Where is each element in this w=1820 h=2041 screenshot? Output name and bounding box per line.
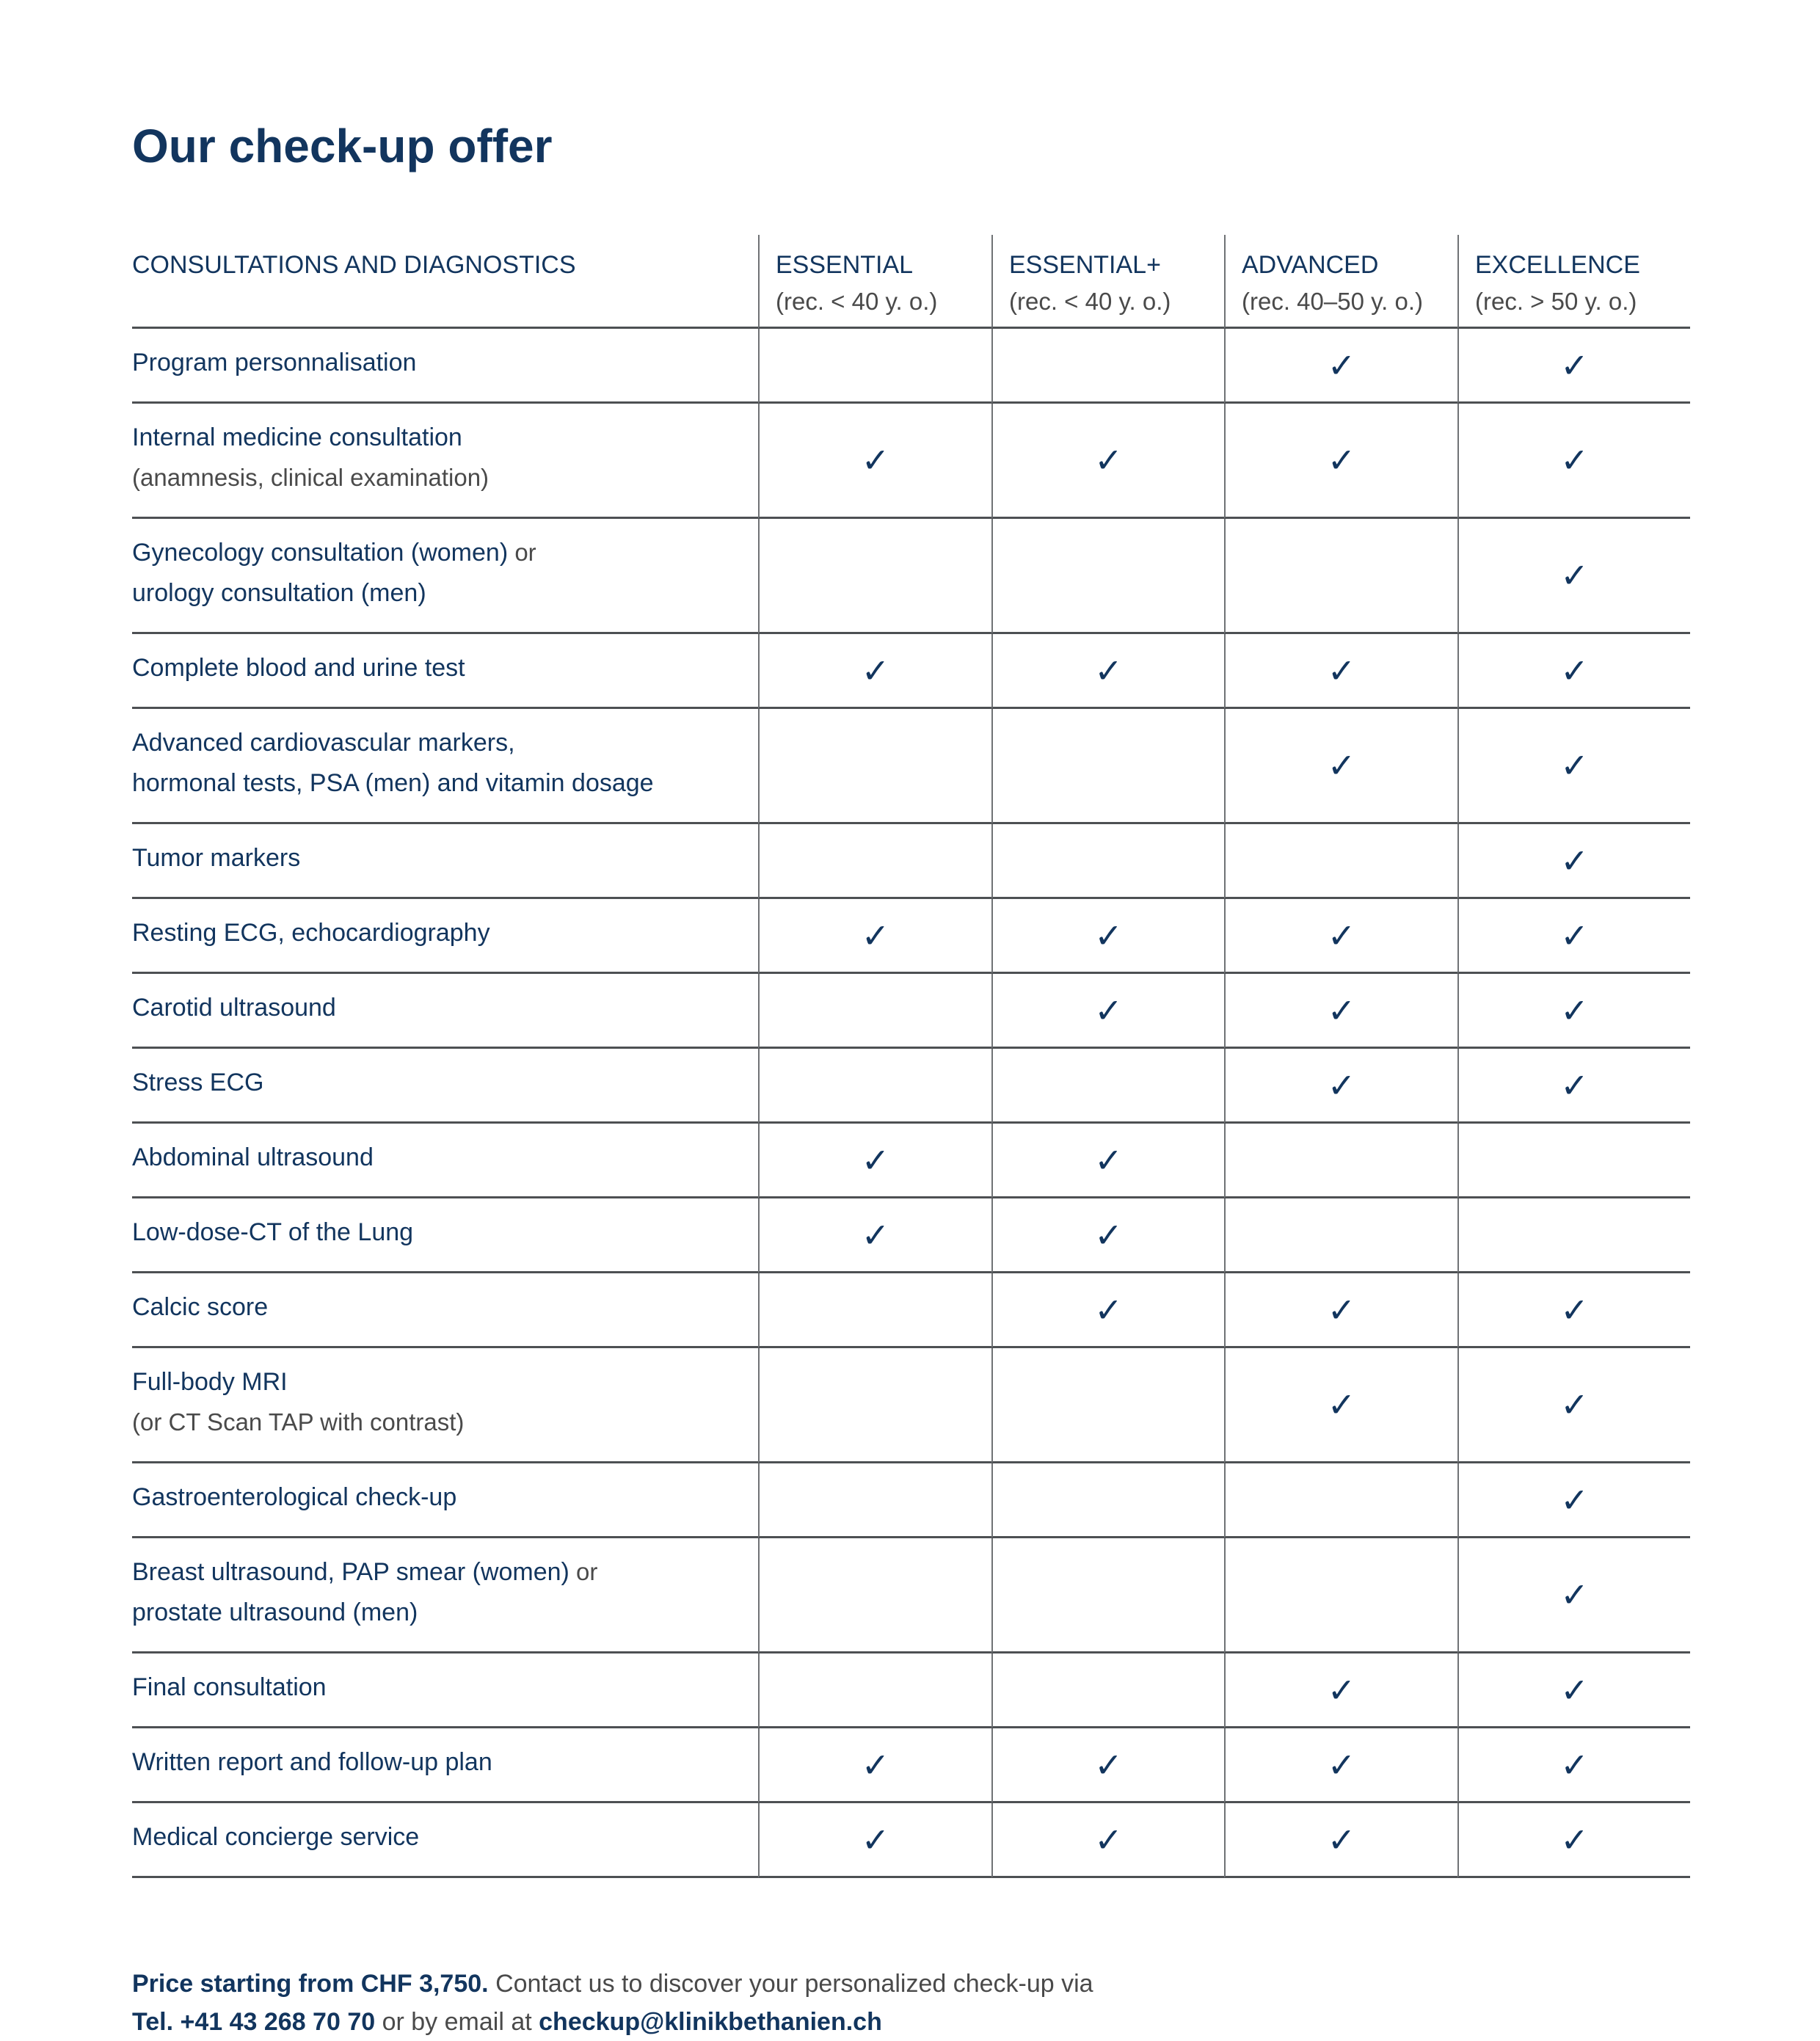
row-label-text: Gynecology consultation (women) xyxy=(132,539,509,567)
row-label-text: (anamnesis, clinical examination) xyxy=(132,464,489,491)
contact-invite-text: Contact us to discover your personalized check-up via xyxy=(495,1970,1093,1998)
row-label-line xyxy=(132,575,736,616)
row-label xyxy=(132,1273,758,1348)
check-icon: ✓ xyxy=(1327,441,1356,479)
plan-check-cell xyxy=(1457,1803,1690,1878)
plan-check-cell xyxy=(991,1273,1224,1348)
check-icon: ✓ xyxy=(1560,1480,1589,1519)
check-icon: ✓ xyxy=(1560,556,1589,594)
row-label-text: hormonal tests, PSA (men) and vitamin dosage xyxy=(132,769,654,797)
plan-check-cell xyxy=(991,1653,1224,1728)
check-icon: ✓ xyxy=(1560,1290,1589,1329)
plan-check-cell xyxy=(1224,1538,1457,1653)
plan-check-cell xyxy=(758,824,991,899)
column-header-plan xyxy=(1457,235,1690,329)
row-label xyxy=(132,1803,758,1878)
plan-check-cell xyxy=(758,1653,991,1728)
row-label xyxy=(132,634,758,709)
check-icon: ✓ xyxy=(1327,1745,1356,1784)
plan-check-cell xyxy=(991,1728,1224,1803)
row-label-line xyxy=(132,420,736,460)
plan-check-cell xyxy=(758,1728,991,1803)
plan-check-cell xyxy=(758,1124,991,1198)
plan-check-cell xyxy=(991,1348,1224,1463)
row-label-line xyxy=(132,1289,736,1330)
row-label-line xyxy=(132,1215,736,1255)
plan-check-cell xyxy=(1457,634,1690,709)
row-label-text: or xyxy=(508,539,536,566)
plan-recommendation: (rec. 40–50 y. o.) xyxy=(1242,288,1424,315)
check-icon: ✓ xyxy=(1094,1215,1123,1254)
row-label-text: Complete blood and urine test xyxy=(132,654,465,682)
check-icon: ✓ xyxy=(1094,1745,1123,1784)
check-icon: ✓ xyxy=(861,1820,890,1859)
plan-check-cell xyxy=(758,329,991,404)
plan-check-cell xyxy=(1457,709,1690,824)
row-label-text: Abdominal ultrasound xyxy=(132,1143,374,1171)
check-icon: ✓ xyxy=(1327,1290,1356,1329)
plan-check-cell xyxy=(991,1803,1224,1878)
row-label-line xyxy=(132,1405,736,1445)
row-label-text: Internal medicine consultation xyxy=(132,423,462,451)
check-icon: ✓ xyxy=(1094,991,1123,1030)
plan-check-cell xyxy=(1457,1273,1690,1348)
check-icon: ✓ xyxy=(1094,1140,1123,1179)
plan-check-cell xyxy=(991,1198,1224,1273)
check-icon: ✓ xyxy=(1327,1820,1356,1859)
plan-check-cell xyxy=(1224,824,1457,899)
plan-check-cell xyxy=(1457,1049,1690,1124)
row-label-text: Stress ECG xyxy=(132,1069,264,1096)
check-icon: ✓ xyxy=(1094,441,1123,479)
check-icon: ✓ xyxy=(1327,916,1356,955)
check-icon: ✓ xyxy=(1560,346,1589,385)
plan-name: EXCELLENCE xyxy=(1475,251,1640,279)
row-label-line xyxy=(132,1140,736,1180)
plan-check-cell xyxy=(1224,634,1457,709)
plan-check-cell xyxy=(1224,899,1457,974)
row-label-line xyxy=(132,1819,736,1860)
row-label-line xyxy=(132,345,736,385)
row-label xyxy=(132,824,758,899)
page-title: Our check-up offer xyxy=(132,120,553,172)
check-icon: ✓ xyxy=(1327,1066,1356,1105)
plan-check-cell xyxy=(1224,329,1457,404)
check-icon: ✓ xyxy=(861,1140,890,1179)
row-label-text: Written report and follow-up plan xyxy=(132,1748,492,1776)
check-icon: ✓ xyxy=(1327,746,1356,785)
plan-check-cell xyxy=(1457,1198,1690,1273)
check-icon: ✓ xyxy=(1327,651,1356,690)
row-label-text: Final consultation xyxy=(132,1673,327,1701)
plan-check-cell xyxy=(758,634,991,709)
plan-check-cell xyxy=(758,974,991,1049)
plan-name: ADVANCED xyxy=(1242,251,1379,279)
row-label xyxy=(132,1463,758,1538)
footer-contact xyxy=(132,1965,1688,2041)
plan-check-cell xyxy=(1224,404,1457,519)
row-label-line xyxy=(132,1480,736,1520)
plan-check-cell xyxy=(991,329,1224,404)
plan-check-cell xyxy=(758,1273,991,1348)
check-icon: ✓ xyxy=(1560,1066,1589,1105)
row-label-text: urology consultation (men) xyxy=(132,579,426,607)
plan-check-cell xyxy=(1457,404,1690,519)
check-icon: ✓ xyxy=(1560,1745,1589,1784)
checkup-offer-table xyxy=(132,235,1690,1878)
row-label xyxy=(132,1198,758,1273)
check-icon: ✓ xyxy=(861,1215,890,1254)
row-label xyxy=(132,1348,758,1463)
plan-check-cell xyxy=(991,404,1224,519)
plan-check-cell xyxy=(758,404,991,519)
check-icon: ✓ xyxy=(861,651,890,690)
row-label xyxy=(132,899,758,974)
check-icon: ✓ xyxy=(1094,1290,1123,1329)
plan-check-cell xyxy=(991,1463,1224,1538)
plan-check-cell xyxy=(991,824,1224,899)
plan-check-cell xyxy=(1457,824,1690,899)
plan-recommendation: (rec. > 50 y. o.) xyxy=(1475,288,1637,315)
plan-check-cell xyxy=(758,519,991,634)
row-label xyxy=(132,404,758,519)
row-label-text: or xyxy=(569,1558,598,1585)
row-label-text: Carotid ultrasound xyxy=(132,994,336,1022)
check-icon: ✓ xyxy=(1560,916,1589,955)
row-label-text: Breast ultrasound, PAP smear (women) xyxy=(132,1558,569,1586)
plan-check-cell xyxy=(1224,1049,1457,1124)
row-label-text: Low-dose-CT of the Lung xyxy=(132,1218,414,1246)
email-connector-text: or by email at xyxy=(382,2008,532,2036)
column-header-plan xyxy=(991,235,1224,329)
check-icon: ✓ xyxy=(1560,1386,1589,1424)
row-label-line xyxy=(132,915,736,956)
row-label-line xyxy=(132,1065,736,1105)
column-header-consultations: CONSULTATIONS AND DIAGNOSTICS xyxy=(132,235,758,329)
plan-check-cell xyxy=(991,519,1224,634)
plan-check-cell xyxy=(1457,1538,1690,1653)
plan-check-cell xyxy=(991,1049,1224,1124)
row-label-line xyxy=(132,1595,736,1635)
row-label-text: Advanced cardiovascular markers, xyxy=(132,729,515,757)
plan-check-cell xyxy=(1224,1463,1457,1538)
footer-line-1 xyxy=(132,1970,1093,1998)
plan-check-cell xyxy=(1457,329,1690,404)
row-label-text: prostate ultrasound (men) xyxy=(132,1598,418,1626)
check-icon: ✓ xyxy=(1327,1386,1356,1424)
plan-check-cell xyxy=(1224,1728,1457,1803)
plan-check-cell xyxy=(1224,1653,1457,1728)
plan-check-cell xyxy=(1457,519,1690,634)
check-icon: ✓ xyxy=(861,916,890,955)
phone-number-text: Tel. +41 43 268 70 70 xyxy=(132,2008,376,2036)
row-label-line xyxy=(132,1554,736,1595)
plan-check-cell xyxy=(991,974,1224,1049)
check-icon: ✓ xyxy=(1560,841,1589,880)
plan-check-cell xyxy=(1457,1463,1690,1538)
row-label xyxy=(132,519,758,634)
row-label xyxy=(132,1049,758,1124)
plan-check-cell xyxy=(991,1538,1224,1653)
row-label-line xyxy=(132,460,736,501)
plan-check-cell xyxy=(1457,1653,1690,1728)
row-label xyxy=(132,974,758,1049)
plan-check-cell xyxy=(1457,974,1690,1049)
check-icon: ✓ xyxy=(1327,1670,1356,1709)
plan-check-cell xyxy=(991,899,1224,974)
row-label xyxy=(132,1124,758,1198)
plan-check-cell xyxy=(758,1463,991,1538)
footer-line-2 xyxy=(132,2008,882,2036)
check-icon: ✓ xyxy=(1560,991,1589,1030)
row-label-text: Full-body MRI xyxy=(132,1368,288,1396)
row-label-line xyxy=(132,725,736,765)
check-icon: ✓ xyxy=(1094,1820,1123,1859)
row-label xyxy=(132,1728,758,1803)
row-label-line xyxy=(132,650,736,691)
plan-recommendation: (rec. < 40 y. o.) xyxy=(776,288,938,315)
plan-name: ESSENTIAL xyxy=(776,251,914,279)
check-icon: ✓ xyxy=(1327,991,1356,1030)
row-label-line xyxy=(132,990,736,1030)
plan-check-cell xyxy=(758,1198,991,1273)
plan-check-cell xyxy=(758,1803,991,1878)
plan-check-cell xyxy=(1224,519,1457,634)
check-icon: ✓ xyxy=(861,441,890,479)
row-label-line xyxy=(132,1364,736,1405)
plan-check-cell xyxy=(991,709,1224,824)
plan-check-cell xyxy=(758,709,991,824)
price-text: Price starting from CHF 3,750. xyxy=(132,1970,489,1998)
check-icon: ✓ xyxy=(1560,1576,1589,1614)
check-icon: ✓ xyxy=(1560,1820,1589,1859)
plan-recommendation: (rec. < 40 y. o.) xyxy=(1009,288,1171,315)
plan-check-cell xyxy=(1457,1124,1690,1198)
plan-check-cell xyxy=(1224,1124,1457,1198)
column-header-plan xyxy=(758,235,991,329)
check-icon: ✓ xyxy=(1094,916,1123,955)
plan-check-cell xyxy=(1224,709,1457,824)
row-label xyxy=(132,329,758,404)
row-label-text: Calcic score xyxy=(132,1293,269,1321)
check-icon: ✓ xyxy=(1560,1670,1589,1709)
row-label-text: Resting ECG, echocardiography xyxy=(132,919,490,947)
row-label-text: Tumor markers xyxy=(132,844,301,872)
row-label-line xyxy=(132,765,736,806)
plan-name: ESSENTIAL+ xyxy=(1009,251,1161,279)
plan-check-cell xyxy=(1457,1348,1690,1463)
row-label-line xyxy=(132,1745,736,1785)
plan-check-cell xyxy=(1224,1348,1457,1463)
row-label xyxy=(132,1653,758,1728)
check-icon: ✓ xyxy=(861,1745,890,1784)
plan-check-cell xyxy=(991,1124,1224,1198)
plan-check-cell xyxy=(1224,1273,1457,1348)
row-label-line xyxy=(132,840,736,881)
plan-check-cell xyxy=(1224,974,1457,1049)
row-label-text: Medical concierge service xyxy=(132,1823,420,1851)
plan-check-cell xyxy=(1224,1198,1457,1273)
row-label-line xyxy=(132,1670,736,1710)
row-label xyxy=(132,1538,758,1653)
check-icon: ✓ xyxy=(1094,651,1123,690)
row-label-text: Gastroenterological check-up xyxy=(132,1483,457,1511)
check-icon: ✓ xyxy=(1560,651,1589,690)
plan-check-cell xyxy=(758,1049,991,1124)
row-label xyxy=(132,709,758,824)
plan-check-cell xyxy=(758,1348,991,1463)
check-icon: ✓ xyxy=(1560,746,1589,785)
row-label-text: (or CT Scan TAP with contrast) xyxy=(132,1408,465,1436)
row-label-text: Program personnalisation xyxy=(132,349,417,376)
column-header-plan xyxy=(1224,235,1457,329)
plan-check-cell xyxy=(758,899,991,974)
plan-check-cell xyxy=(1457,1728,1690,1803)
plan-check-cell xyxy=(758,1538,991,1653)
plan-check-cell xyxy=(991,634,1224,709)
row-label-line xyxy=(132,535,736,575)
plan-check-cell xyxy=(1224,1803,1457,1878)
check-icon: ✓ xyxy=(1560,441,1589,479)
plan-check-cell xyxy=(1457,899,1690,974)
check-icon: ✓ xyxy=(1327,346,1356,385)
email-link[interactable]: checkup@klinikbethanien.ch xyxy=(539,2008,882,2036)
